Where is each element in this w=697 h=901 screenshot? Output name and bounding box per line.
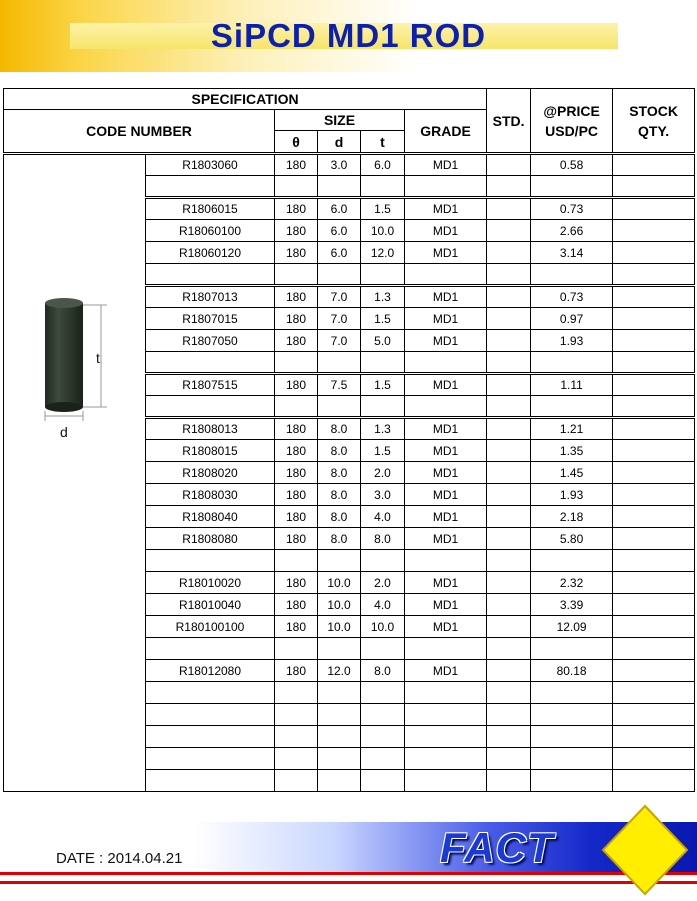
cell-theta (275, 264, 318, 286)
cell-t: 1.5 (361, 198, 405, 220)
cell-d (318, 638, 361, 660)
cell-grade: MD1 (405, 484, 487, 506)
cell-std (487, 440, 531, 462)
cell-d: 8.0 (318, 440, 361, 462)
cell-price (531, 176, 613, 198)
date-label: DATE : 2014.04.21 (56, 850, 183, 867)
cell-theta (275, 726, 318, 748)
rod-cylinder (45, 298, 83, 412)
cell-code: R18012080 (146, 660, 275, 682)
cell-price: 2.18 (531, 506, 613, 528)
cell-t: 10.0 (361, 220, 405, 242)
cell-grade: MD1 (405, 418, 487, 440)
cell-theta: 180 (275, 660, 318, 682)
d-dimension-label: d (60, 424, 68, 440)
cell-d: 6.0 (318, 198, 361, 220)
cell-t: 1.3 (361, 418, 405, 440)
cell-theta: 180 (275, 374, 318, 396)
cell-code: R1807050 (146, 330, 275, 352)
cell-grade: MD1 (405, 616, 487, 638)
footer-red-line (0, 872, 697, 875)
cell-stock (613, 484, 695, 506)
cell-price (531, 352, 613, 374)
cell-theta: 180 (275, 616, 318, 638)
cell-code (146, 352, 275, 374)
cell-d (318, 770, 361, 792)
cell-grade: MD1 (405, 506, 487, 528)
cell-price (531, 770, 613, 792)
rod-diagram-cell (4, 154, 146, 792)
cell-code (146, 748, 275, 770)
cell-grade: MD1 (405, 660, 487, 682)
cell-grade (405, 748, 487, 770)
cell-grade: MD1 (405, 528, 487, 550)
cell-theta: 180 (275, 506, 318, 528)
cell-grade (405, 770, 487, 792)
cell-t: 1.3 (361, 286, 405, 308)
cell-stock (613, 660, 695, 682)
cell-t: 2.0 (361, 462, 405, 484)
price-header: @PRICE USD/PC (531, 89, 613, 154)
cell-stock (613, 220, 695, 242)
cell-grade: MD1 (405, 594, 487, 616)
cell-code: R18010020 (146, 572, 275, 594)
cell-code: R1803060 (146, 154, 275, 176)
cell-code (146, 682, 275, 704)
cell-grade: MD1 (405, 242, 487, 264)
cell-code (146, 264, 275, 286)
t-header: t (361, 131, 405, 154)
cell-price: 3.39 (531, 594, 613, 616)
cell-std (487, 242, 531, 264)
cell-price: 2.32 (531, 572, 613, 594)
cell-price (531, 682, 613, 704)
cell-stock (613, 528, 695, 550)
cell-price: 5.80 (531, 528, 613, 550)
cell-price: 2.66 (531, 220, 613, 242)
cell-price (531, 726, 613, 748)
cell-d: 8.0 (318, 418, 361, 440)
cell-grade: MD1 (405, 462, 487, 484)
cell-t (361, 264, 405, 286)
cell-price: 0.73 (531, 198, 613, 220)
cell-code: R1807015 (146, 308, 275, 330)
cell-std (487, 616, 531, 638)
cell-grade (405, 396, 487, 418)
cell-code (146, 638, 275, 660)
diamond-logo-icon (601, 804, 689, 896)
grade-header: GRADE (405, 110, 487, 154)
cell-theta (275, 748, 318, 770)
std-header: STD. (487, 89, 531, 154)
cell-std (487, 154, 531, 176)
cell-grade (405, 682, 487, 704)
cell-theta: 180 (275, 594, 318, 616)
cell-code: R1808013 (146, 418, 275, 440)
cell-code (146, 550, 275, 572)
cell-code: R18060120 (146, 242, 275, 264)
cell-t: 1.5 (361, 308, 405, 330)
spec-table-body (4, 154, 695, 792)
cell-grade: MD1 (405, 440, 487, 462)
cell-d (318, 704, 361, 726)
cell-t: 2.0 (361, 572, 405, 594)
cell-std (487, 550, 531, 572)
cell-grade: MD1 (405, 374, 487, 396)
cell-std (487, 770, 531, 792)
cell-d (318, 726, 361, 748)
cell-t: 6.0 (361, 154, 405, 176)
cell-stock (613, 704, 695, 726)
cell-theta (275, 770, 318, 792)
cell-d: 7.0 (318, 330, 361, 352)
cell-grade (405, 638, 487, 660)
cell-stock (613, 462, 695, 484)
cell-d: 8.0 (318, 484, 361, 506)
cell-theta: 180 (275, 462, 318, 484)
cell-stock (613, 286, 695, 308)
cell-stock (613, 154, 695, 176)
cell-d: 7.5 (318, 374, 361, 396)
cell-std (487, 286, 531, 308)
cell-code (146, 726, 275, 748)
cell-std (487, 638, 531, 660)
cell-theta (275, 682, 318, 704)
cell-code: R1808020 (146, 462, 275, 484)
cell-std (487, 726, 531, 748)
cell-std (487, 748, 531, 770)
cell-stock (613, 770, 695, 792)
cell-code: R180100100 (146, 616, 275, 638)
cell-std (487, 660, 531, 682)
cell-t (361, 726, 405, 748)
cell-code: R1808030 (146, 484, 275, 506)
cell-price: 80.18 (531, 660, 613, 682)
cell-t: 12.0 (361, 242, 405, 264)
cell-d: 7.0 (318, 286, 361, 308)
cell-std (487, 704, 531, 726)
cell-price: 1.45 (531, 462, 613, 484)
cell-stock (613, 682, 695, 704)
cell-t: 1.5 (361, 374, 405, 396)
cell-grade (405, 264, 487, 286)
cell-theta: 180 (275, 528, 318, 550)
stock-header: STOCK QTY. (613, 89, 695, 154)
cell-stock (613, 242, 695, 264)
cell-grade: MD1 (405, 220, 487, 242)
cell-code (146, 396, 275, 418)
cell-d: 12.0 (318, 660, 361, 682)
cell-price: 1.93 (531, 484, 613, 506)
cell-price: 0.73 (531, 286, 613, 308)
cell-d: 7.0 (318, 308, 361, 330)
cell-t (361, 638, 405, 660)
cell-d (318, 748, 361, 770)
cell-d: 6.0 (318, 242, 361, 264)
cell-theta (275, 550, 318, 572)
cell-d: 8.0 (318, 528, 361, 550)
cell-std (487, 594, 531, 616)
cell-code (146, 176, 275, 198)
cell-t (361, 352, 405, 374)
cell-t: 3.0 (361, 484, 405, 506)
cell-std (487, 308, 531, 330)
cell-price: 1.11 (531, 374, 613, 396)
cell-grade: MD1 (405, 308, 487, 330)
d-header: d (318, 131, 361, 154)
cell-grade (405, 176, 487, 198)
table-row (4, 154, 695, 176)
cell-t (361, 682, 405, 704)
cell-d: 10.0 (318, 594, 361, 616)
cell-t: 4.0 (361, 594, 405, 616)
cell-d: 8.0 (318, 506, 361, 528)
cell-d: 6.0 (318, 220, 361, 242)
cell-std (487, 418, 531, 440)
cell-code: R18010040 (146, 594, 275, 616)
cell-code: R1806015 (146, 198, 275, 220)
cell-theta: 180 (275, 220, 318, 242)
cell-price: 1.21 (531, 418, 613, 440)
cell-price (531, 704, 613, 726)
cell-code (146, 770, 275, 792)
cell-theta: 180 (275, 242, 318, 264)
cell-code: R1808080 (146, 528, 275, 550)
cell-theta: 180 (275, 286, 318, 308)
cell-d: 3.0 (318, 154, 361, 176)
cell-theta (275, 396, 318, 418)
cell-std (487, 528, 531, 550)
cell-std (487, 264, 531, 286)
cell-code: R1807515 (146, 374, 275, 396)
cell-code: R1808040 (146, 506, 275, 528)
cell-d (318, 550, 361, 572)
cell-stock (613, 572, 695, 594)
fact-logo: FACT (440, 824, 554, 871)
spec-table-wrapper (3, 88, 695, 792)
cell-price (531, 638, 613, 660)
cell-grade: MD1 (405, 198, 487, 220)
cell-price (531, 550, 613, 572)
cell-stock (613, 638, 695, 660)
cell-price: 0.97 (531, 308, 613, 330)
cell-price: 0.58 (531, 154, 613, 176)
cell-grade (405, 704, 487, 726)
cell-std (487, 396, 531, 418)
cell-grade (405, 352, 487, 374)
cell-price: 12.09 (531, 616, 613, 638)
cell-grade (405, 726, 487, 748)
cell-t (361, 770, 405, 792)
cell-price: 3.14 (531, 242, 613, 264)
cell-stock (613, 264, 695, 286)
cell-stock (613, 550, 695, 572)
cell-t (361, 550, 405, 572)
cell-stock (613, 594, 695, 616)
cell-stock (613, 374, 695, 396)
specification-header: SPECIFICATION (4, 89, 487, 110)
cell-t (361, 704, 405, 726)
cell-std (487, 352, 531, 374)
cell-theta: 180 (275, 198, 318, 220)
cell-stock (613, 198, 695, 220)
cell-d (318, 352, 361, 374)
cell-theta: 180 (275, 154, 318, 176)
cell-std (487, 198, 531, 220)
cell-d: 10.0 (318, 616, 361, 638)
cell-stock (613, 748, 695, 770)
cell-t: 5.0 (361, 330, 405, 352)
cell-stock (613, 418, 695, 440)
cell-theta (275, 352, 318, 374)
rod-diagram (4, 155, 144, 792)
cell-std (487, 506, 531, 528)
cell-t (361, 748, 405, 770)
cell-theta (275, 176, 318, 198)
cell-t: 4.0 (361, 506, 405, 528)
cell-theta (275, 704, 318, 726)
cell-std (487, 572, 531, 594)
cell-t (361, 396, 405, 418)
cell-theta: 180 (275, 440, 318, 462)
cell-theta: 180 (275, 572, 318, 594)
cell-grade: MD1 (405, 572, 487, 594)
cell-t: 8.0 (361, 528, 405, 550)
cell-code: R1808015 (146, 440, 275, 462)
cell-d: 10.0 (318, 572, 361, 594)
cell-grade: MD1 (405, 286, 487, 308)
cell-stock (613, 506, 695, 528)
cell-stock (613, 440, 695, 462)
cell-price (531, 396, 613, 418)
cell-theta: 180 (275, 418, 318, 440)
cell-theta: 180 (275, 484, 318, 506)
cell-stock (613, 726, 695, 748)
cell-stock (613, 352, 695, 374)
cell-stock (613, 330, 695, 352)
cell-price (531, 748, 613, 770)
cell-std (487, 682, 531, 704)
cell-theta: 180 (275, 308, 318, 330)
page-title: SiPCD MD1 ROD (210, 17, 487, 54)
cell-d (318, 396, 361, 418)
cell-stock (613, 308, 695, 330)
cell-stock (613, 176, 695, 198)
footer-red-line-2 (0, 881, 697, 884)
cell-t: 1.5 (361, 440, 405, 462)
cell-stock (613, 396, 695, 418)
cell-std (487, 220, 531, 242)
cell-grade: MD1 (405, 154, 487, 176)
cell-grade (405, 550, 487, 572)
code-number-header: CODE NUMBER (4, 110, 275, 154)
cell-d: 8.0 (318, 462, 361, 484)
cell-t: 8.0 (361, 660, 405, 682)
cell-price: 1.93 (531, 330, 613, 352)
cell-code: R18060100 (146, 220, 275, 242)
cell-std (487, 176, 531, 198)
cell-std (487, 330, 531, 352)
cell-std (487, 462, 531, 484)
cell-code: R1807013 (146, 286, 275, 308)
cell-std (487, 374, 531, 396)
spec-table (3, 88, 695, 792)
cell-t: 10.0 (361, 616, 405, 638)
cell-d (318, 264, 361, 286)
cell-grade: MD1 (405, 330, 487, 352)
t-dimension-label: t (96, 350, 100, 366)
cell-stock (613, 616, 695, 638)
cell-theta: 180 (275, 330, 318, 352)
cell-t (361, 176, 405, 198)
cell-std (487, 484, 531, 506)
cell-price: 1.35 (531, 440, 613, 462)
cell-price (531, 264, 613, 286)
cell-d (318, 682, 361, 704)
cell-theta (275, 638, 318, 660)
theta-header: θ (275, 131, 318, 154)
cell-code (146, 704, 275, 726)
cell-d (318, 176, 361, 198)
size-header: SIZE (275, 110, 405, 131)
